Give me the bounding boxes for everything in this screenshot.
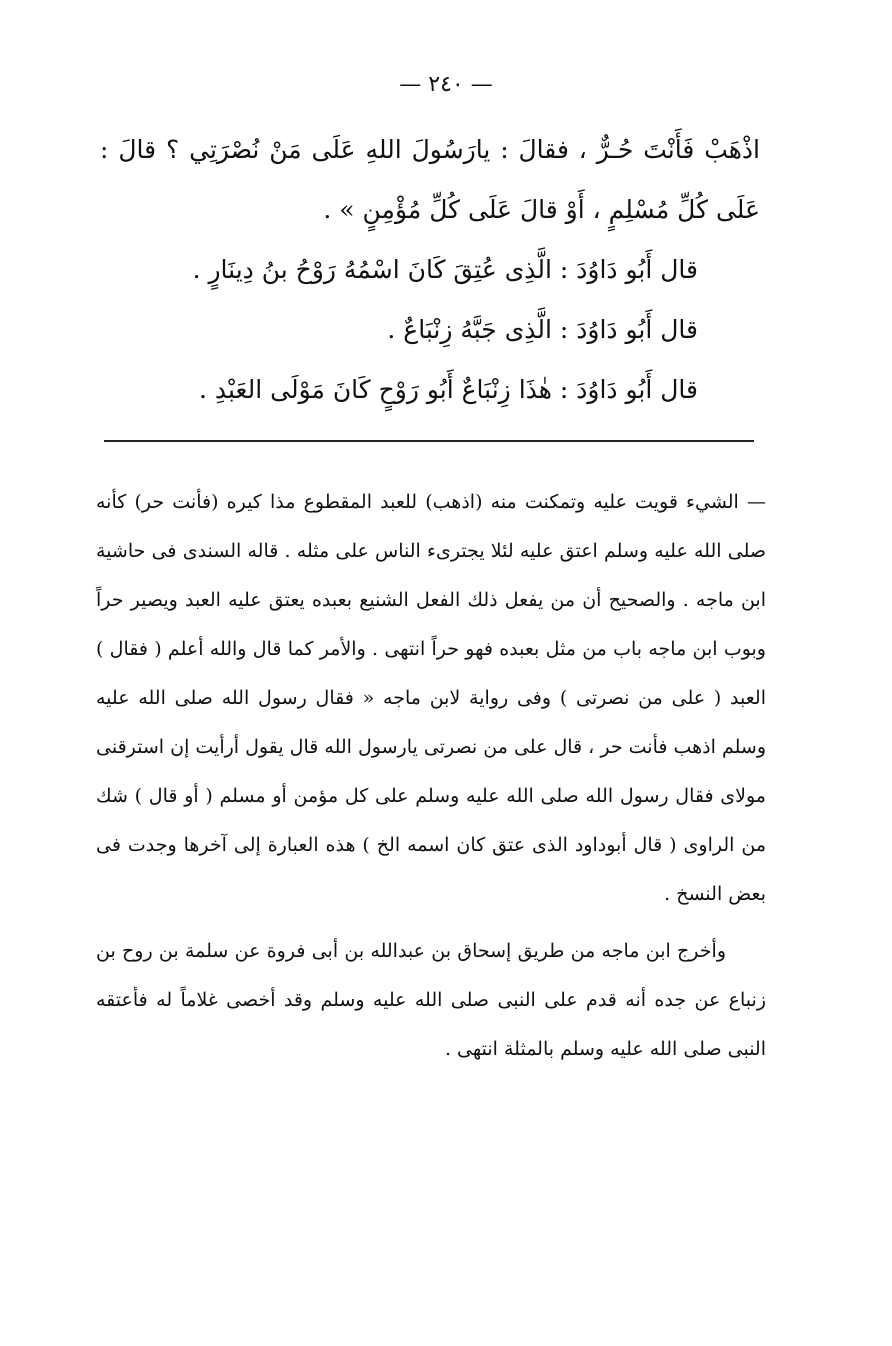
narration-line-2: قال أَبُو دَاوُدَ : الَّذِى جَبَّهُ زِنْبَاعٌ .	[387, 315, 698, 344]
hadith-text: اذْهَبْ فَأَنْتَ حُـرٌّ ، فقالَ : يارَسُولَ اللهِ عَلَى مَنْ نُصْرَتِي ؟ قالَ : عَلَى كُلِّ مُسْلِمٍ ، أَوْ قالَ عَلَى كُلِّ مُؤْمِنٍ » .	[100, 135, 760, 224]
page-number: — ٢٤٠ —	[399, 72, 493, 97]
footnotes	[96, 478, 766, 1074]
footnote-divider	[104, 440, 754, 442]
footnote-paragraph-2: وأخرج ابن ماجه من طريق إسحاق بن عبدالله بن أبى فروة عن سلمة بن روح بن زنباع عن جده أنه قدم على النبى صلى الله عليه وسلم وقد أخصى غلاماً له فأعتقه النبى صلى الله عليه وسلم بالمثلة انتهى .	[96, 940, 766, 1060]
narration-line-3: قال أَبُو دَاوُدَ : هٰذَا زِنْبَاعٌ أَبُو رَوْحٍ كَانَ مَوْلَى العَبْدِ .	[198, 375, 698, 404]
main-text	[100, 120, 760, 420]
footnote-paragraph-1: — الشيء قويت عليه وتمكنت منه (اذهب) للعبد المقطوع مذا كيره (فأنت حر) كأنه صلى الله عليه وسلم اعتق عليه لئلا يجترىء الناس على مثله . قاله السندى فى حاشية ابن ماجه . والصحيح أن من يفعل ذلك الفعل الشنيع بعبده يعتق عليه العبد ويصير حراً وبوب ابن ماجه باب من مثل بعبده فهو حراً انتهى . والأمر كما قال والله أعلم ( فقال ) العبد ( على من نصرتى ) وفى رواية لابن ماجه « فقال رسول الله صلى الله عليه وسلم اذهب فأنت حر ، قال على من نصرتى يارسول الله قال يقول أرأيت إن استرقنى مولاى فقال رسول الله صلى الله عليه وسلم على كل مؤمن أو مسلم ( أو قال ) شك من الراوى ( قال أبوداود الذى عتق كان اسمه الخ ) هذه العبارة إلى آخرها وجدت فى بعض النسخ .	[96, 491, 766, 905]
narration-line-1: قال أَبُو دَاوُدَ : الَّذِى عُتِقَ كَانَ اسْمُهُ رَوْحُ بنُ دِينَارٍ .	[192, 255, 698, 284]
